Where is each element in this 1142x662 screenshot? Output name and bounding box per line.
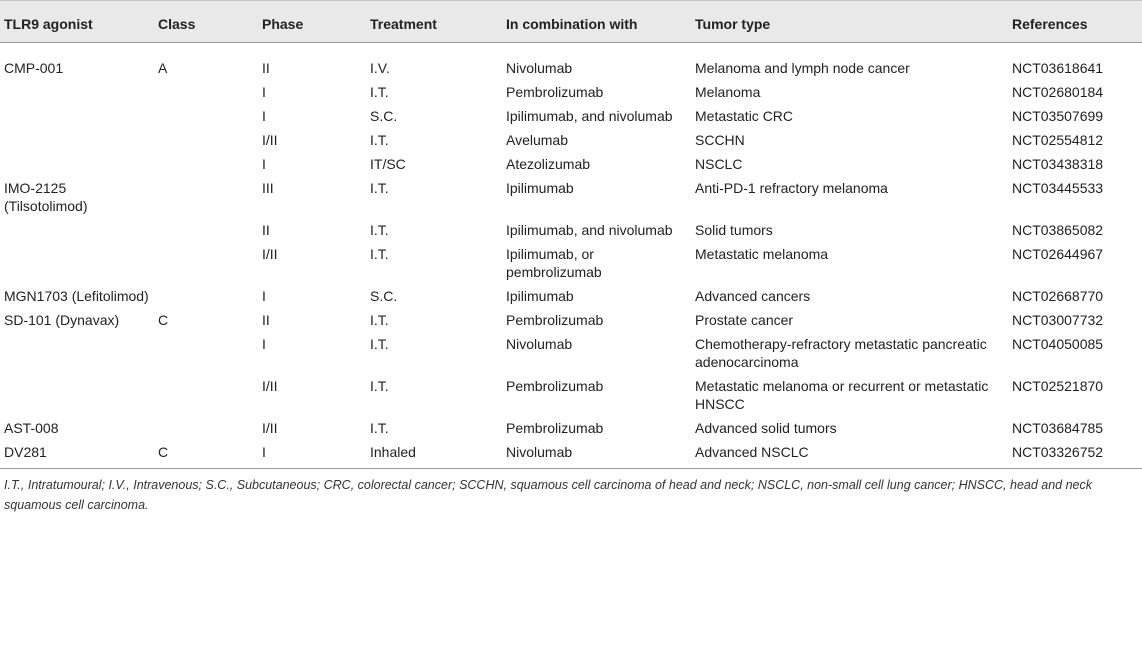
cell-tumor-type: NSCLC — [695, 156, 743, 172]
cell-reference: NCT03007732 — [1012, 312, 1104, 328]
cell-phase: I/II — [262, 420, 278, 436]
table-footnote: I.T., Intratumoural; I.V., Intravenous; S.C., Subcutaneous; CRC, colorectal cancer; SCCHN, squamous cell carcinoma of head and neck; NSCLC, non-small cell lung cancer; HNSCC, head and neck squamous cell carcinoma. — [4, 478, 1093, 512]
cell-agonist — [0, 104, 154, 128]
cell-tumor-type: Prostate cancer — [695, 312, 794, 328]
cell-agonist: MGN1703 (Lefitolimod) — [4, 288, 149, 304]
header-row — [0, 1, 1142, 43]
cell-agonist — [0, 128, 154, 152]
cell-treatment: I.T. — [370, 222, 389, 238]
cell-phase: I — [262, 156, 266, 172]
cell-combination: Ipilimumab, and nivolumab — [506, 108, 673, 124]
cell-reference: NCT03865082 — [1012, 222, 1104, 238]
cell-class: C — [158, 444, 169, 460]
cell-class — [154, 374, 258, 416]
cell-phase: II — [262, 312, 270, 328]
cell-tumor-type: Melanoma — [695, 84, 761, 100]
table-row — [0, 43, 1142, 81]
cell-treatment: I.T. — [370, 132, 389, 148]
cell-combination: Nivolumab — [506, 336, 573, 352]
cell-phase: I/II — [262, 378, 278, 394]
table-row — [0, 80, 1142, 104]
table-row — [0, 416, 1142, 440]
cell-combination: Pembrolizumab — [506, 420, 604, 436]
cell-reference: NCT03618641 — [1012, 60, 1104, 76]
cell-treatment: I.T. — [370, 246, 389, 262]
cell-class — [154, 176, 258, 218]
cell-reference: NCT03507699 — [1012, 108, 1104, 124]
cell-tumor-type: SCCHN — [695, 132, 745, 148]
cell-combination: Atezolizumab — [506, 156, 591, 172]
cell-phase: I — [262, 336, 266, 352]
cell-agonist: IMO-2125 (Tilsotolimod) — [4, 180, 88, 214]
table-row — [0, 128, 1142, 152]
cell-combination: Pembrolizumab — [506, 378, 604, 394]
cell-reference: NCT03438318 — [1012, 156, 1104, 172]
table-row — [0, 308, 1142, 332]
cell-class — [154, 218, 258, 242]
cell-combination: Ipilimumab, or pembrolizumab — [506, 246, 602, 280]
cell-treatment: S.C. — [370, 288, 398, 304]
header-class: Class — [154, 1, 258, 43]
cell-phase: III — [262, 180, 274, 196]
table-row — [0, 218, 1142, 242]
header-in-combination-with: In combination with — [502, 1, 691, 43]
cell-reference: NCT03445533 — [1012, 180, 1104, 196]
cell-combination: Ipilimumab — [506, 288, 574, 304]
cell-tumor-type: Chemotherapy-refractory metastatic pancreatic adenocarcinoma — [695, 336, 987, 370]
cell-class — [154, 242, 258, 284]
cell-phase: I — [262, 108, 266, 124]
cell-treatment: IT/SC — [370, 156, 406, 172]
cell-agonist: DV281 — [4, 444, 47, 460]
table-body — [0, 43, 1142, 469]
header-phase: Phase — [258, 1, 366, 43]
cell-treatment: I.T. — [370, 312, 389, 328]
cell-agonist — [0, 374, 154, 416]
cell-treatment: Inhaled — [370, 444, 416, 460]
cell-class: C — [158, 312, 169, 328]
cell-class — [154, 416, 258, 440]
cell-reference: NCT02644967 — [1012, 246, 1104, 262]
table-row — [0, 152, 1142, 176]
cell-reference: NCT04050085 — [1012, 336, 1104, 352]
cell-treatment: I.T. — [370, 420, 389, 436]
cell-agonist — [0, 80, 154, 104]
cell-treatment: I.T. — [370, 378, 389, 394]
cell-combination: Ipilimumab — [506, 180, 574, 196]
cell-tumor-type: Metastatic melanoma or recurrent or metastatic HNSCC — [695, 378, 989, 412]
cell-reference: NCT03326752 — [1012, 444, 1104, 460]
cell-phase: I — [262, 444, 266, 460]
cell-reference: NCT02554812 — [1012, 132, 1104, 148]
header-tlr9-agonist: TLR9 agonist — [0, 1, 154, 43]
cell-reference: NCT02680184 — [1012, 84, 1104, 100]
cell-class — [154, 104, 258, 128]
cell-tumor-type: Advanced NSCLC — [695, 444, 809, 460]
cell-agonist — [0, 152, 154, 176]
cell-agonist — [0, 332, 154, 374]
table-row — [0, 332, 1142, 374]
table-row — [0, 284, 1142, 308]
cell-treatment: I.V. — [370, 60, 390, 76]
cell-class: A — [158, 60, 168, 76]
cell-agonist: CMP-001 — [4, 60, 64, 76]
cell-reference: NCT02521870 — [1012, 378, 1104, 394]
cell-phase: I/II — [262, 132, 278, 148]
cell-class — [154, 80, 258, 104]
cell-agonist: AST-008 — [4, 420, 59, 436]
cell-phase: I/II — [262, 246, 278, 262]
cell-class — [154, 128, 258, 152]
table-header — [0, 1, 1142, 43]
cell-agonist — [0, 218, 154, 242]
cell-tumor-type: Metastatic melanoma — [695, 246, 829, 262]
cell-combination: Avelumab — [506, 132, 569, 148]
cell-tumor-type: Anti-PD-1 refractory melanoma — [695, 180, 888, 196]
header-references: References — [1008, 1, 1142, 43]
table-row — [0, 440, 1142, 469]
cell-treatment: I.T. — [370, 84, 389, 100]
cell-phase: I — [262, 288, 266, 304]
cell-treatment: S.C. — [370, 108, 398, 124]
cell-phase: I — [262, 84, 266, 100]
table-row — [0, 104, 1142, 128]
cell-phase: II — [262, 60, 270, 76]
cell-class — [154, 284, 258, 308]
table-row — [0, 176, 1142, 218]
header-treatment: Treatment — [366, 1, 502, 43]
cell-treatment: I.T. — [370, 180, 389, 196]
cell-tumor-type: Metastatic CRC — [695, 108, 794, 124]
table-row — [0, 242, 1142, 284]
table-row — [0, 374, 1142, 416]
cell-agonist — [0, 242, 154, 284]
cell-combination: Pembrolizumab — [506, 84, 604, 100]
cell-reference: NCT03684785 — [1012, 420, 1104, 436]
cell-combination: Nivolumab — [506, 444, 573, 460]
cell-class — [154, 152, 258, 176]
cell-combination: Pembrolizumab — [506, 312, 604, 328]
cell-tumor-type: Solid tumors — [695, 222, 773, 238]
cell-phase: II — [262, 222, 270, 238]
header-tumor-type: Tumor type — [691, 1, 1008, 43]
cell-combination: Nivolumab — [506, 60, 573, 76]
cell-combination: Ipilimumab, and nivolumab — [506, 222, 673, 238]
cell-tumor-type: Melanoma and lymph node cancer — [695, 60, 910, 76]
cell-reference: NCT02668770 — [1012, 288, 1104, 304]
cell-class — [154, 332, 258, 374]
cell-tumor-type: Advanced cancers — [695, 288, 811, 304]
cell-tumor-type: Advanced solid tumors — [695, 420, 837, 436]
cell-agonist: SD-101 (Dynavax) — [4, 312, 120, 328]
cell-treatment: I.T. — [370, 336, 389, 352]
